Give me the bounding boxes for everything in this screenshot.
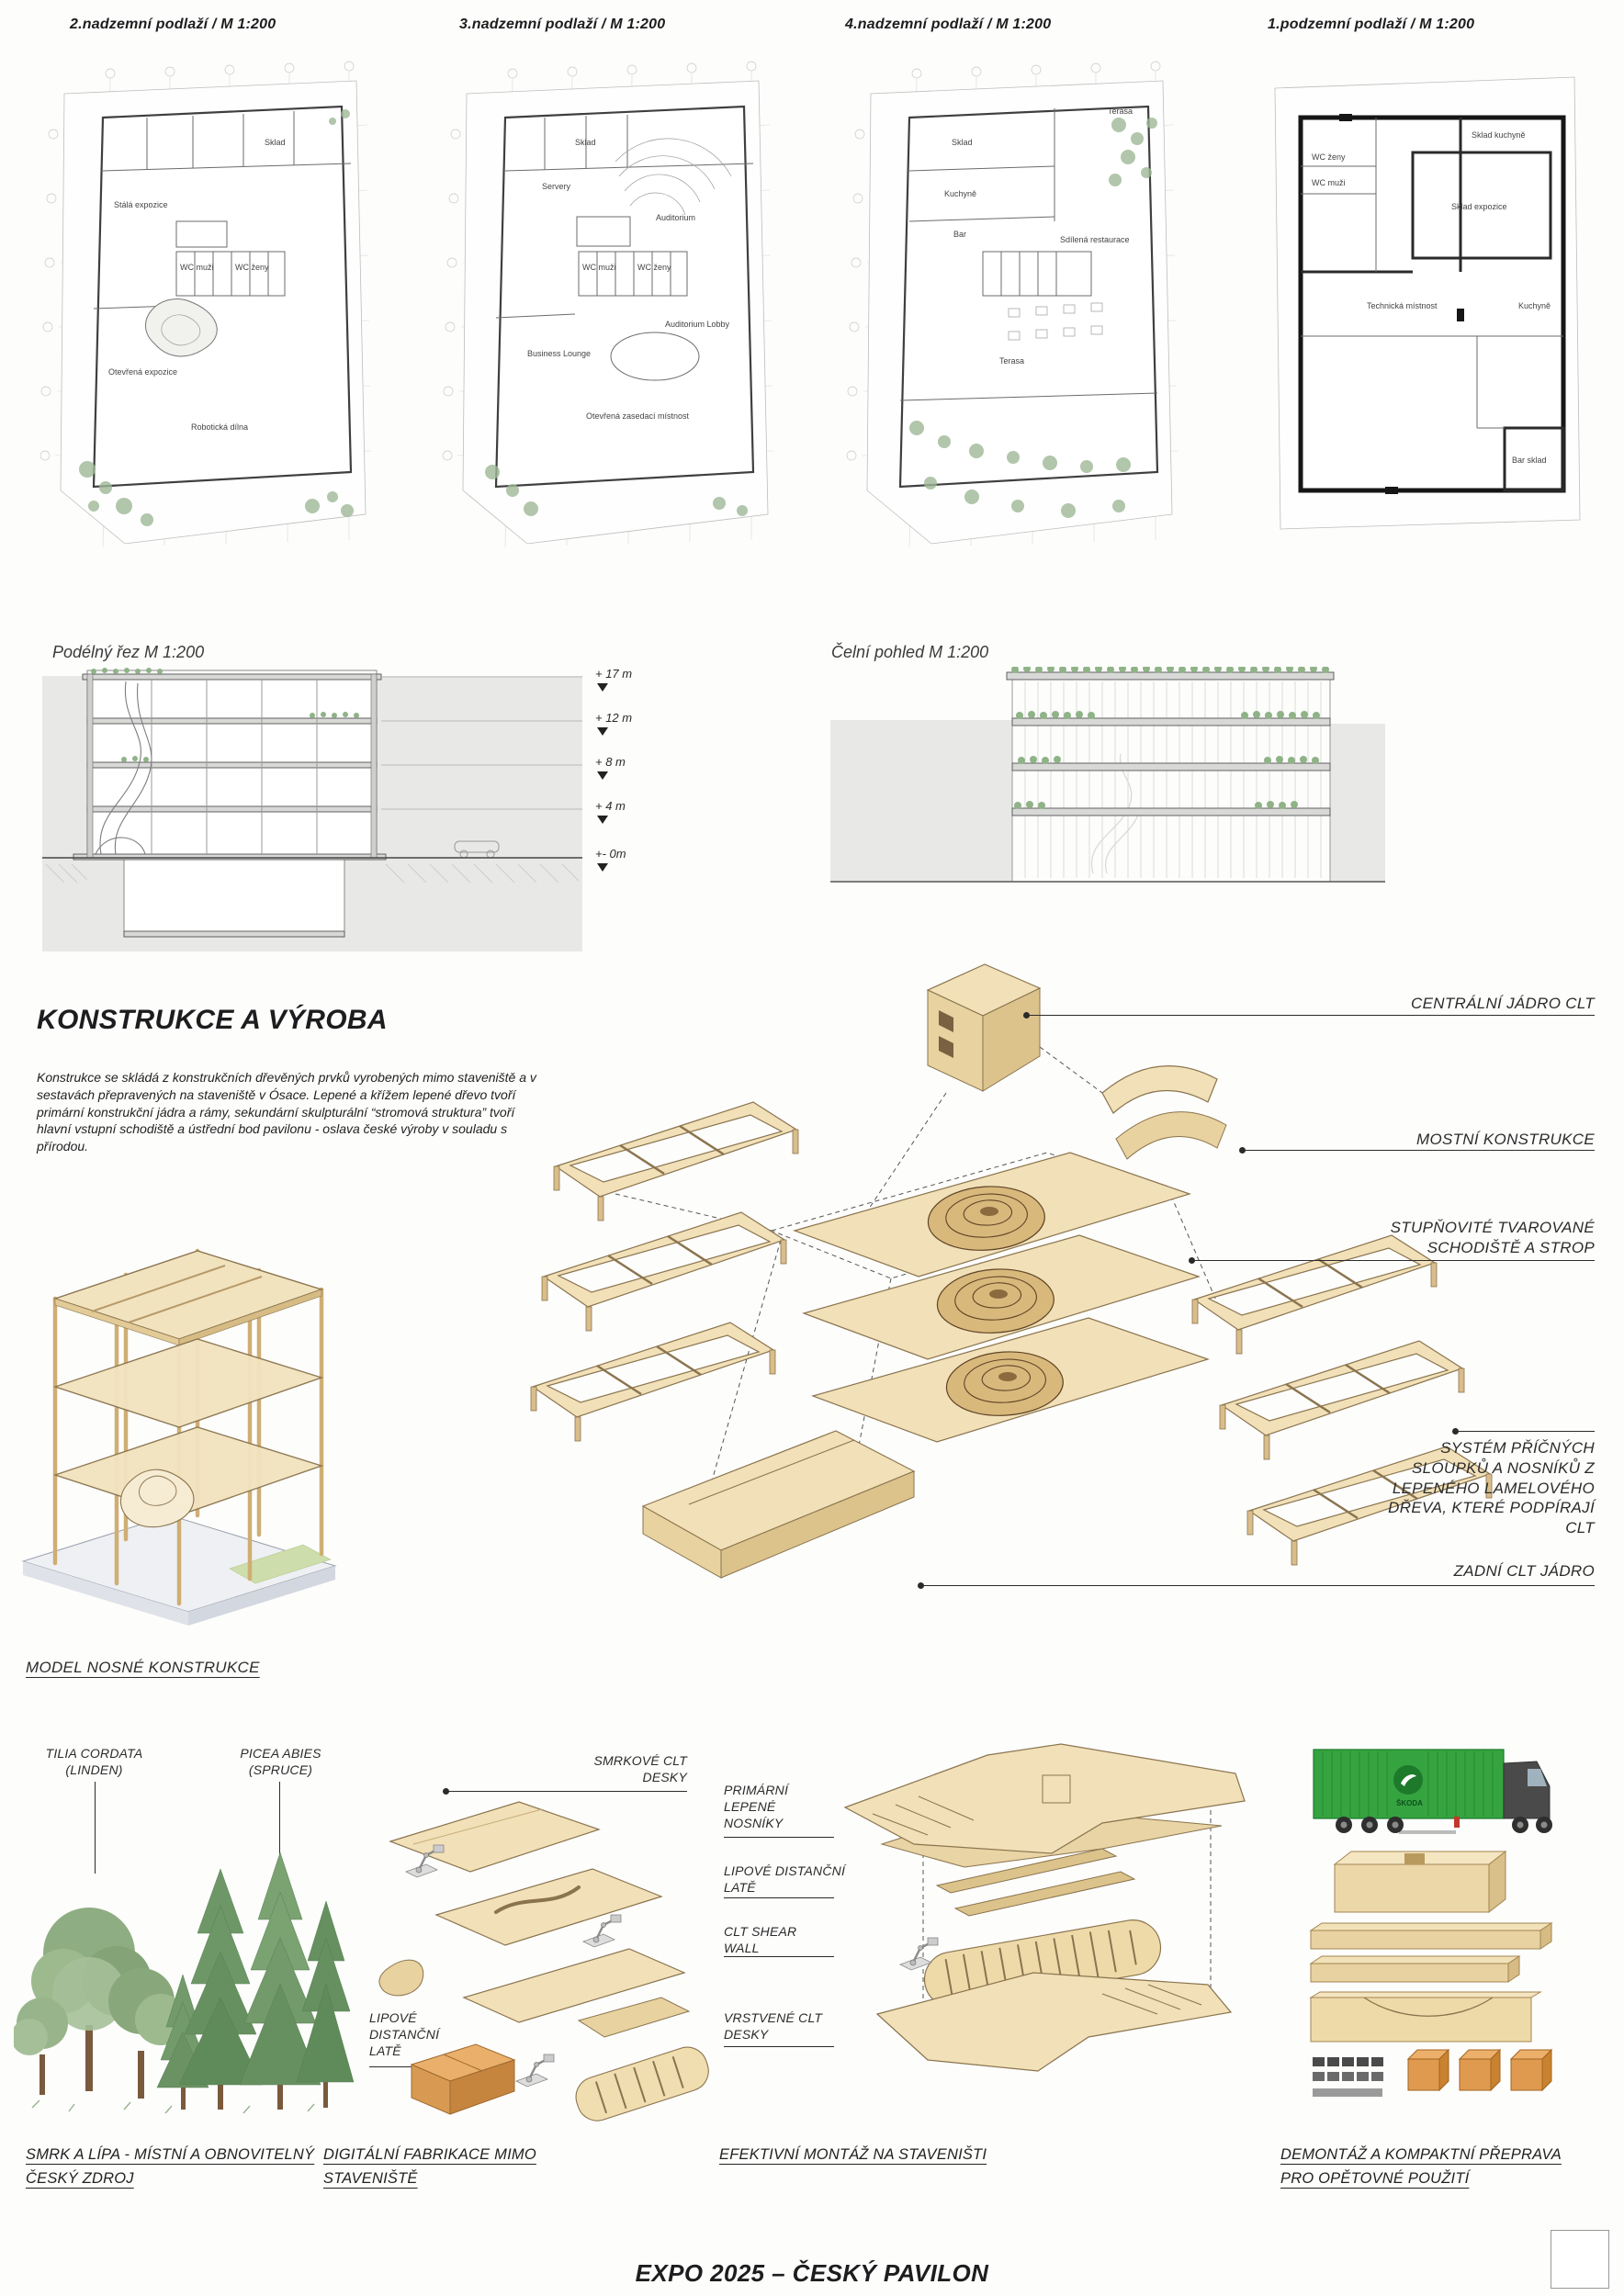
level-marker-17m: + 17 m bbox=[595, 667, 632, 692]
exploded-axonometric bbox=[340, 955, 1624, 1662]
construction-heading: KONSTRUKCE A VÝROBA bbox=[37, 1005, 388, 1035]
slatted-piece bbox=[570, 2042, 714, 2125]
timber-plank-1 bbox=[1311, 1923, 1551, 1949]
room-label: Business Lounge bbox=[527, 349, 592, 358]
leader-line bbox=[724, 2046, 834, 2047]
assembly-illustration bbox=[827, 1739, 1258, 2129]
leader-line bbox=[1240, 1150, 1595, 1151]
room-label: Robotická dílna bbox=[191, 422, 249, 432]
room-label: WC ženy bbox=[235, 263, 269, 272]
label-clt-shear-wall: CLT SHEAR WALL bbox=[724, 1924, 797, 1956]
label-stairs-ceiling: STUPŇOVITÉ TVAROVANÉ SCHODIŠTĚ A STROP bbox=[1390, 1219, 1595, 1256]
label-picea-abies: PICEA ABIES (SPRUCE) bbox=[240, 1746, 321, 1778]
packed-timber-box bbox=[1335, 1851, 1506, 1912]
room-label: Servery bbox=[542, 182, 571, 191]
room-label: Otevřená zasedací místnost bbox=[586, 411, 690, 421]
room-label: WC ženy bbox=[1312, 152, 1346, 162]
truck bbox=[1314, 1750, 1552, 1834]
leader-line bbox=[724, 1837, 834, 1838]
construction-paragraph: Konstrukce se skládá z konstrukčních dřevěných prvků vyrobených mimo staveniště a v sestavách přepravených na staveniště v Ósace. Lepené a křížem lepené dřevo tvoří primární konstrukční jádra a rámy, sekundární skulpturální “stromová struktura” tvoří hlavní vstupní schodiště a ústřední bod pavilonu - oslava české výroby v souladu s přírodou. bbox=[37, 1070, 536, 1154]
label-smrkove-clt-desky: SMRKOVÉ CLT DESKY bbox=[593, 1753, 687, 1785]
level-marker-8m: + 8 m bbox=[595, 755, 626, 780]
small-metal-parts bbox=[1313, 2057, 1383, 2097]
section-title: Podélný řez M 1:200 bbox=[52, 643, 205, 661]
room-label: Sklad kuchyně bbox=[1472, 130, 1526, 140]
transport-illustration bbox=[1309, 1736, 1624, 2177]
spacer-cubes bbox=[1408, 2050, 1551, 2090]
floor-plan-2np-title: 2.nadzemní podlaží / M 1:200 bbox=[70, 17, 276, 32]
room-label: Bar bbox=[953, 230, 967, 239]
room-label: Sklad expozice bbox=[1451, 202, 1507, 211]
truck-brand-text: ŠKODA bbox=[1396, 1799, 1423, 1807]
fabrication-illustration bbox=[358, 1791, 726, 2140]
rear-clt-core bbox=[643, 1431, 914, 1578]
elevation-drawing bbox=[827, 667, 1389, 942]
room-label: Stálá expozice bbox=[114, 200, 168, 209]
timber-plank-2 bbox=[1311, 1956, 1519, 1982]
central-clt-core bbox=[928, 964, 1040, 1091]
floor-plan-1pp bbox=[1247, 17, 1596, 566]
elevation-title: Čelní pohled M 1:200 bbox=[831, 643, 989, 661]
label-primarni-lepene-nosniky: PRIMÁRNÍ LEPENÉ NOSNÍKY bbox=[724, 1783, 789, 1831]
room-label: Sklad bbox=[575, 138, 596, 147]
level-marker-12m: + 12 m bbox=[595, 711, 632, 736]
floor-plan-3np-drawing bbox=[439, 33, 788, 566]
leader-line bbox=[919, 1585, 1595, 1586]
bridge-structure bbox=[1102, 1066, 1226, 1159]
linden-trees bbox=[14, 1908, 186, 2099]
room-label: Sdílená restaurace bbox=[1060, 235, 1130, 244]
curved-clt-piece bbox=[1311, 1992, 1540, 2042]
room-label: WC muži bbox=[582, 263, 616, 272]
room-label: WC ženy bbox=[637, 263, 671, 272]
room-label: Auditorium Lobby bbox=[665, 320, 730, 329]
room-label: Terasa bbox=[999, 356, 1025, 366]
room-label: Kuchyně bbox=[944, 189, 977, 198]
floor-plan-4np-drawing bbox=[843, 33, 1192, 566]
truck-cab bbox=[1504, 1761, 1550, 1818]
label-lipove-distancni-late-2: LIPOVÉ DISTANČNÍ LATĚ bbox=[724, 1863, 846, 1896]
level-marker-0m: +- 0m bbox=[595, 847, 626, 872]
level-triangle-icon bbox=[597, 727, 608, 736]
label-bridge: MOSTNÍ KONSTRUKCE bbox=[1415, 1131, 1595, 1148]
label-rear-core: ZADNÍ CLT JÁDRO bbox=[1453, 1562, 1595, 1580]
floor-plan-3np bbox=[439, 17, 788, 566]
caption-fabrication: DIGITÁLNÍ FABRIKACE MIMO STAVENIŠTĚ bbox=[323, 2146, 536, 2188]
room-label: Bar sklad bbox=[1512, 456, 1547, 465]
caption-transport: DEMONTÁŽ A KOMPAKTNÍ PŘEPRAVA PRO OPĚTOVNÉ POUŽITÍ bbox=[1280, 2146, 1562, 2188]
leader-line bbox=[724, 1956, 834, 1957]
label-vrstvene-clt-desky: VRSTVENÉ CLT DESKY bbox=[724, 2010, 823, 2043]
label-lipove-distancni-late: LIPOVÉ DISTANČNÍ LATĚ bbox=[369, 2010, 440, 2059]
leader-line bbox=[1024, 1015, 1595, 1016]
room-label: WC muži bbox=[180, 263, 214, 272]
room-label: Technická místnost bbox=[1367, 301, 1438, 310]
primary-beam-plate bbox=[845, 1744, 1245, 1853]
floor-plan-4np-title: 4.nadzemní podlaží / M 1:200 bbox=[845, 17, 1052, 32]
floor-plan-4np bbox=[843, 17, 1192, 566]
floor-plan-2np-drawing bbox=[37, 33, 386, 566]
floor-plan-1pp-drawing bbox=[1247, 33, 1596, 566]
room-label: Kuchyně bbox=[1518, 301, 1551, 310]
room-label: Sklad bbox=[952, 138, 973, 147]
level-triangle-icon bbox=[597, 683, 608, 692]
floor-plan-3np-title: 3.nadzemní podlaží / M 1:200 bbox=[459, 17, 666, 32]
level-triangle-icon bbox=[597, 863, 608, 872]
board-title: EXPO 2025 – ČESKÝ PAVILON bbox=[635, 2259, 989, 2287]
page-marker-box bbox=[1551, 2230, 1609, 2289]
room-label: WC muži bbox=[1312, 178, 1346, 187]
caption-assembly: EFEKTIVNÍ MONTÁŽ NA STAVENIŠTI bbox=[719, 2146, 987, 2163]
leader-line bbox=[724, 1897, 834, 1898]
leader-line bbox=[1190, 1260, 1595, 1261]
trees-illustration bbox=[14, 1814, 354, 2144]
level-triangle-icon bbox=[597, 771, 608, 780]
level-marker-4m: + 4 m bbox=[595, 799, 626, 824]
structural-model bbox=[9, 1203, 349, 1644]
floor-plan-2np bbox=[37, 17, 386, 566]
section-drawing bbox=[37, 667, 588, 962]
floor-plan-1pp-title: 1.podzemní podlaží / M 1:200 bbox=[1268, 17, 1475, 32]
room-label: Terasa bbox=[1108, 107, 1133, 116]
model-caption: MODEL NOSNÉ KONSTRUKCE bbox=[26, 1659, 260, 1676]
room-label: Auditorium bbox=[656, 213, 696, 222]
label-tilia-cordata: TILIA CORDATA (LINDEN) bbox=[45, 1746, 143, 1778]
leader-line bbox=[1453, 1431, 1595, 1432]
label-central-core: CENTRÁLNÍ JÁDRO CLT bbox=[1411, 995, 1595, 1012]
timber-slabs bbox=[55, 1251, 321, 1515]
level-triangle-icon bbox=[597, 816, 608, 824]
room-label: Sklad bbox=[265, 138, 286, 147]
caption-trees: SMRK A LÍPA - MÍSTNÍ A OBNOVITELNÝ ČESKÝ ZDROJ bbox=[26, 2146, 315, 2188]
label-column-beam-system: SYSTÉM PŘÍČNÝCH SLOUPKŮ A NOSNÍKŮ Z LEPENÉHO LAMELOVÉHO DŘEVA, KTERÉ PODPÍRAJÍ CLT bbox=[1388, 1439, 1595, 1536]
room-label: Otevřená expozice bbox=[108, 367, 178, 377]
linden-spacer-block bbox=[412, 2044, 514, 2114]
spruce-trees bbox=[157, 1852, 354, 2110]
